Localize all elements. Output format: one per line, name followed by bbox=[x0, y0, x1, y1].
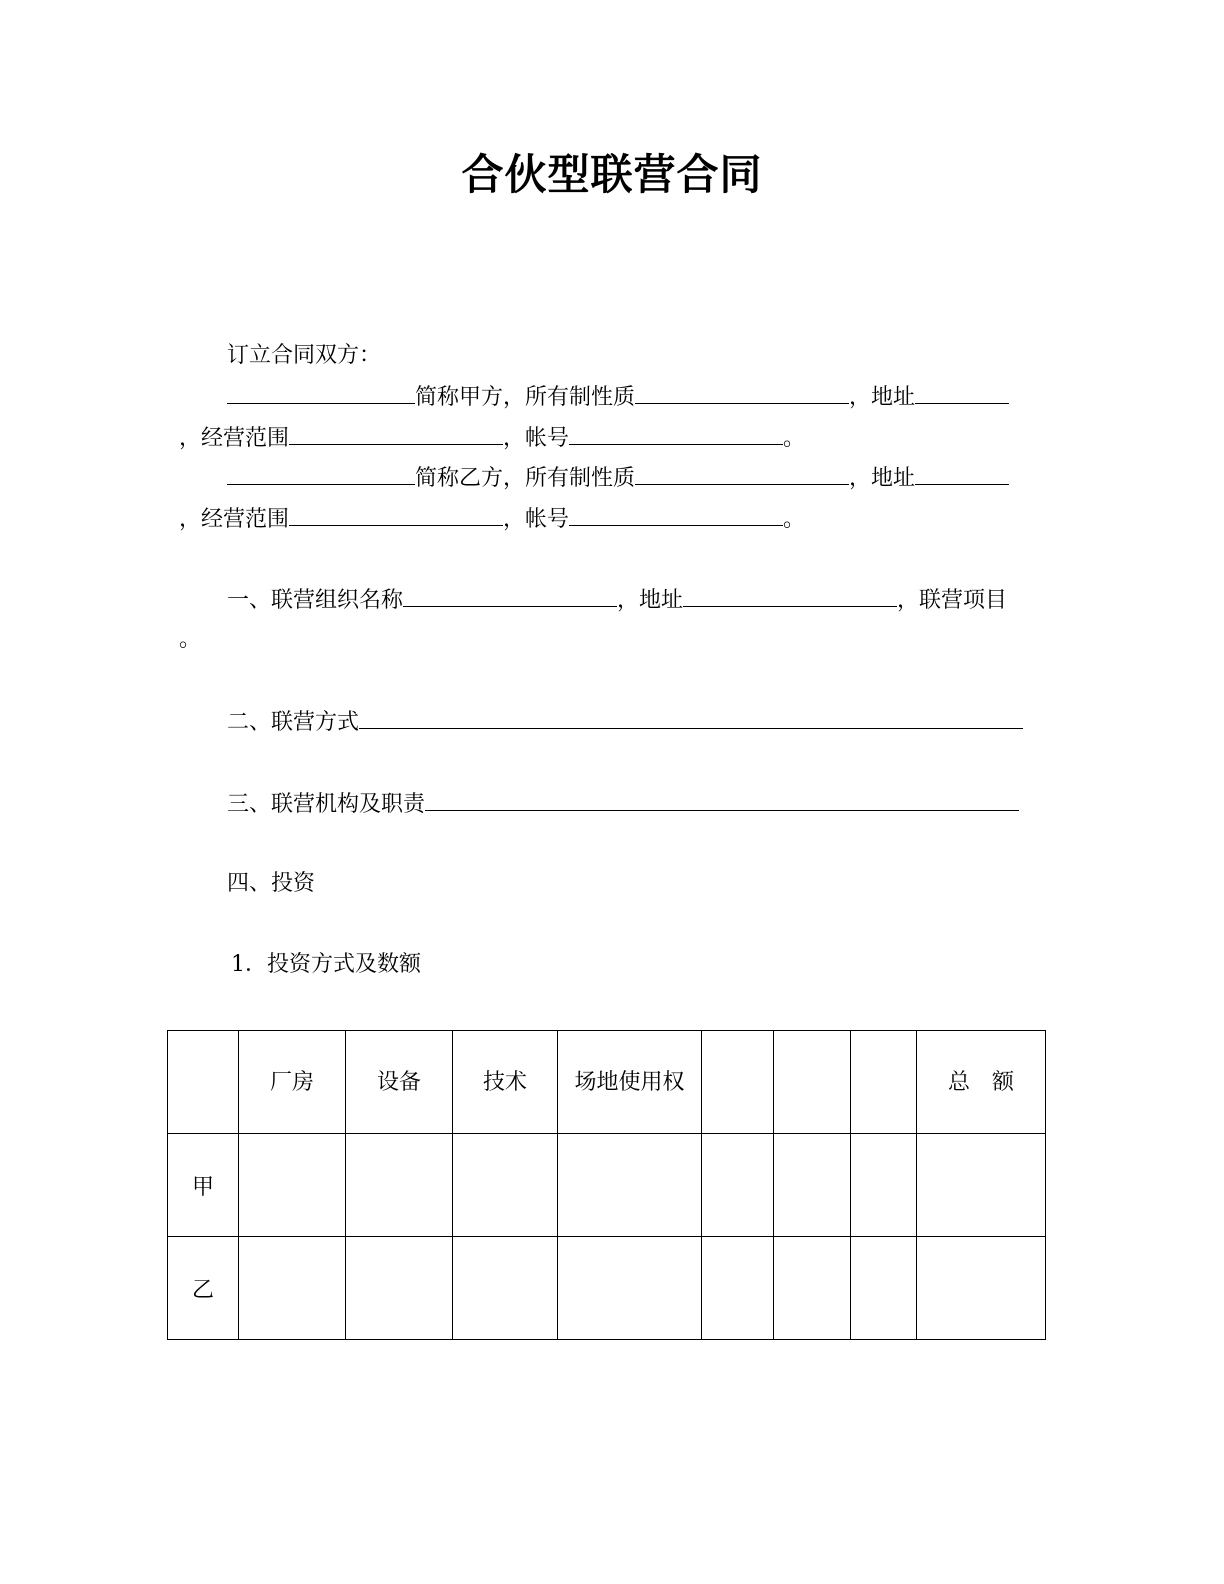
section-4-1-line bbox=[231, 950, 421, 980]
table-cell bbox=[851, 1237, 917, 1340]
party-a-address-blank bbox=[915, 381, 1009, 404]
party-a-address-label: ，地址 bbox=[849, 385, 916, 410]
section-1-end: 。 bbox=[179, 627, 202, 652]
section-1-address-label: ，地址 bbox=[617, 588, 684, 613]
table-header-cell bbox=[851, 1031, 917, 1134]
table-row bbox=[168, 1134, 1046, 1237]
table-cell bbox=[558, 1237, 702, 1340]
party-a-name-blank bbox=[227, 381, 415, 404]
party-b-scope-blank bbox=[289, 503, 503, 526]
section-1-line bbox=[227, 584, 1007, 616]
party-a-line-2 bbox=[179, 422, 805, 454]
party-b-line-2 bbox=[179, 503, 805, 535]
table-cell bbox=[558, 1134, 702, 1237]
table-cell bbox=[346, 1134, 453, 1237]
table-cell bbox=[774, 1237, 851, 1340]
investment-table bbox=[167, 1030, 1046, 1340]
table-header-cell: 设备 bbox=[346, 1031, 453, 1134]
table-cell bbox=[453, 1134, 558, 1237]
table-cell bbox=[239, 1237, 346, 1340]
section-1-project-label: ，联营项目 bbox=[897, 588, 1008, 613]
table-cell bbox=[774, 1134, 851, 1237]
section-3-label: 三、联营机构及职责 bbox=[227, 792, 426, 817]
party-b-address-blank bbox=[915, 462, 1009, 485]
intro-text: 订立合同双方： bbox=[227, 343, 382, 368]
row-label: 乙 bbox=[168, 1237, 239, 1340]
section-4-label: 四、投资 bbox=[227, 871, 316, 896]
party-b-line-1 bbox=[227, 462, 1009, 494]
table-cell bbox=[851, 1134, 917, 1237]
section-2-line bbox=[227, 706, 1023, 738]
table-header-cell bbox=[168, 1031, 239, 1134]
party-b-account-label: ，帐号 bbox=[503, 507, 570, 532]
party-b-ownership-blank bbox=[635, 462, 849, 485]
table-cell bbox=[453, 1237, 558, 1340]
intro-line bbox=[227, 341, 381, 371]
row-label: 甲 bbox=[168, 1134, 239, 1237]
table-header-cell bbox=[774, 1031, 851, 1134]
table-header-cell: 总 额 bbox=[917, 1031, 1046, 1134]
table-cell bbox=[346, 1237, 453, 1340]
table-header-cell bbox=[702, 1031, 774, 1134]
party-a-short-text: 简称甲方，所有制性质 bbox=[415, 385, 636, 410]
party-a-end: 。 bbox=[783, 426, 806, 451]
section-3-line bbox=[227, 788, 1019, 820]
party-a-scope-label: ，经营范围 bbox=[179, 426, 290, 451]
document-title: 合伙型联营合同 bbox=[461, 150, 763, 199]
section-2-label: 二、联营方式 bbox=[227, 710, 360, 735]
table-cell bbox=[702, 1134, 774, 1237]
table-header-row bbox=[168, 1031, 1046, 1134]
party-a-account-label: ，帐号 bbox=[503, 426, 570, 451]
section-1-address-blank bbox=[683, 584, 897, 607]
party-b-scope-label: ，经营范围 bbox=[179, 507, 290, 532]
table-row bbox=[168, 1237, 1046, 1340]
table-header-cell: 厂房 bbox=[239, 1031, 346, 1134]
party-b-account-blank bbox=[569, 503, 783, 526]
table-header-cell: 技术 bbox=[453, 1031, 558, 1134]
table-cell bbox=[917, 1237, 1046, 1340]
party-b-address-label: ，地址 bbox=[849, 466, 916, 491]
party-b-short-text: 简称乙方，所有制性质 bbox=[415, 466, 636, 491]
section-4-line bbox=[227, 869, 315, 899]
party-b-name-blank bbox=[227, 462, 415, 485]
section-1-end-line bbox=[179, 625, 201, 655]
table-cell bbox=[239, 1134, 346, 1237]
section-1-label: 一、联营组织名称 bbox=[227, 588, 404, 613]
table-header-cell: 场地使用权 bbox=[558, 1031, 702, 1134]
section-3-blank bbox=[425, 788, 1019, 811]
section-2-blank bbox=[359, 706, 1023, 729]
table-cell bbox=[917, 1134, 1046, 1237]
party-a-scope-blank bbox=[289, 422, 503, 445]
section-1-name-blank bbox=[403, 584, 617, 607]
table-cell bbox=[702, 1237, 774, 1340]
section-4-1-label: 1．投资方式及数额 bbox=[231, 952, 421, 977]
party-a-line-1 bbox=[227, 381, 1009, 413]
party-a-account-blank bbox=[569, 422, 783, 445]
party-a-ownership-blank bbox=[635, 381, 849, 404]
party-b-end: 。 bbox=[783, 507, 806, 532]
